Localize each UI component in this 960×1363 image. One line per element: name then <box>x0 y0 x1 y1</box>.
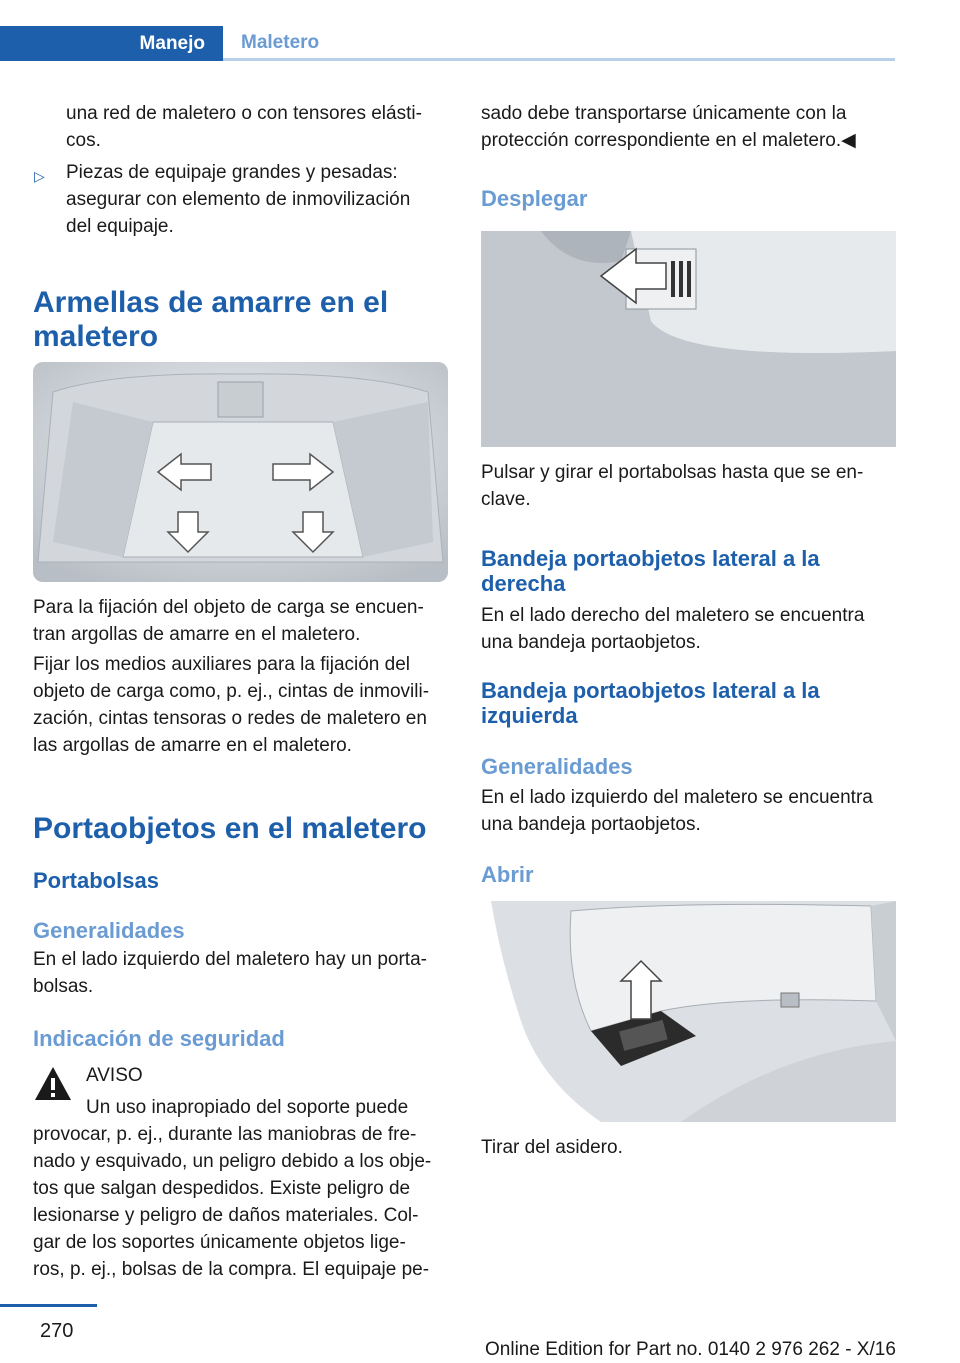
continued-text-right: sado debe transportarse únicamente con la protección correspondiente en el maletero.◀ <box>481 103 856 151</box>
continued-text: una red de maletero o con tensores elásti- cos. <box>66 103 422 151</box>
heading-abrir: Abrir <box>481 862 534 887</box>
paragraph-pulsar: Pulsar y girar el portabolsas hasta que se en- clave. <box>481 462 864 510</box>
paragraph-izquierda: En el lado izquierdo del maletero se encuentra una bandeja portaobjetos. <box>481 787 873 835</box>
aviso-label: AVISO <box>86 1065 143 1086</box>
bullet-triangle-icon: ▷ <box>34 168 45 184</box>
edition-note: Online Edition for Part no. 0140 2 976 262 - X/16 <box>485 1339 896 1360</box>
paragraph-derecha: En el lado derecho del maletero se encuentra una bandeja portaobjetos. <box>481 605 865 653</box>
side-compartment-image <box>481 901 896 1122</box>
heading-bandeja-derecha: Bandeja portaobjetos lateral a la derecha <box>481 546 820 596</box>
paragraph-tirar: Tirar del asidero. <box>481 1137 623 1158</box>
aviso-text: provocar, p. ej., durante las maniobras de fre- nado y esquivado, un peligro debido a los obje- tos que salgan despedidos. Existe peligro de lesionarse y peligro de daños materiales. Col- gar de los soportes únicamente objetos lige- ros, p. ej., bolsas de la compra. El equipaje pe- <box>33 1124 432 1280</box>
heading-desplegar: Desplegar <box>481 186 588 211</box>
bag-holder-image <box>481 231 896 447</box>
aviso-first-line: Un uso inapropiado del soporte puede <box>86 1097 409 1118</box>
heading-generalidades-left: Generalidades <box>33 918 185 943</box>
heading-seguridad: Indicación de seguridad <box>33 1026 285 1051</box>
warning-triangle-icon <box>33 1064 73 1104</box>
heading-portaobjetos: Portaobjetos en el maletero <box>33 812 427 845</box>
page-number: 270 <box>40 1320 74 1342</box>
heading-bandeja-izquierda: Bandeja portaobjetos lateral a la izquierda <box>481 678 820 728</box>
paragraph-fijacion: Para la fijación del objeto de carga se encuen- tran argollas de amarre en el maletero. <box>33 597 424 645</box>
paragraph-generalidades-left: En el lado izquierdo del maletero hay un porta- bolsas. <box>33 949 427 997</box>
section-tab-maletero[interactable]: Maletero <box>223 26 895 61</box>
bullet-text: Piezas de equipaje grandes y pesadas: asegurar con elemento de inmovilización del equipaje. <box>66 162 411 237</box>
paragraph-fijar: Fijar los medios auxiliares para la fijación del objeto de carga como, p. ej., cintas de inmovili- zación, cintas tensoras o redes de maletero en las argollas de amarre en el maletero. <box>33 654 430 756</box>
heading-armellas: Armellas de amarre en el maletero <box>33 286 389 353</box>
heading-generalidades-right: Generalidades <box>481 754 633 779</box>
trunk-tiedown-image <box>33 362 448 582</box>
footer-rule <box>0 1304 97 1307</box>
section-tab-manejo[interactable]: Manejo <box>0 26 223 61</box>
heading-portabolsas: Portabolsas <box>33 868 159 893</box>
